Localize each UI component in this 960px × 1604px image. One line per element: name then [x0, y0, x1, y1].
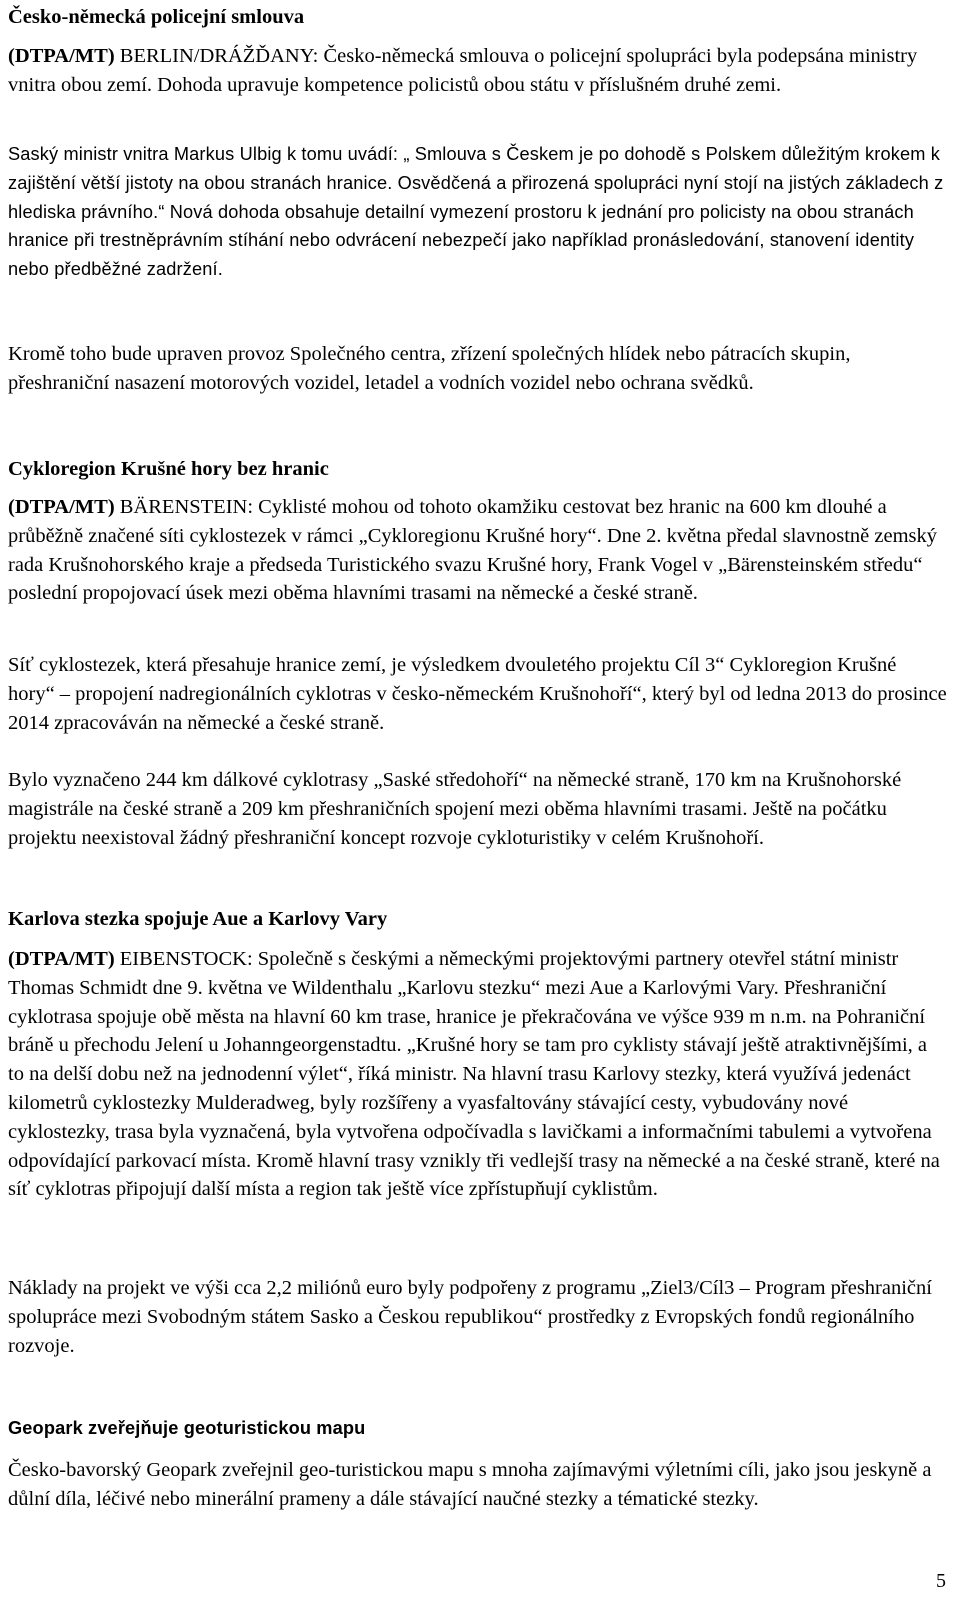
article-paragraph: Kromě toho bude upraven provoz Společného centra, zřízení společných hlídek nebo pátracích skupin, přeshraniční nasazení motorových vozidel, letadel a vodních vozidel nebo ochrana svědků. — [8, 343, 851, 394]
article-title: Karlova stezka spojuje Aue a Karlovy Vary — [8, 908, 388, 930]
article-paragraph: Síť cyklostezek, která přesahuje hranice zemí, je výsledkem dvouletého projektu Cíl 3“ Cykloregion Krušné hory“ – propojení nadregionálních cyklotras v česko-německém Krušnohoří“, který byl od ledna 2013 do prosince 2014 zpracováván na německé a české straně. — [8, 654, 947, 734]
article-lead: (DTPA/MT) — [8, 496, 115, 518]
article-title: Geopark zveřejňuje geoturistickou mapu — [8, 1418, 366, 1438]
article-paragraph — [8, 493, 948, 608]
article-lead: (DTPA/MT) — [8, 45, 115, 67]
article-lead: (DTPA/MT) — [8, 948, 115, 970]
article-paragraph — [8, 42, 948, 100]
paragraph-text: BÄRENSTEIN: Cyklisté mohou od tohoto okamžiku cestovat bez hranic na 600 km dlouhé a průběžně značené síti cyklostezek v rámci „Cykloregionu Krušné hory“. Dne 2. května předal slavnostně zemský rada Krušnohorského kraje a předseda Turistického svazu Krušné hory, Frank Vogel v „Bärensteinském středu“ poslední propojovací úsek mezi oběma hlavními trasami na německé a české straně. — [8, 496, 938, 605]
article-title: Cykloregion Krušné hory bez hranic — [8, 458, 329, 480]
page-number: 5 — [936, 1570, 946, 1592]
paragraph-text: EIBENSTOCK: Společně s českými a německými projektovými partnery otevřel státní ministr Thomas Schmidt dne 9. května ve Wildenthalu „Karlovu stezku“ mezi Aue a Karlovými Vary. Přeshraniční cyklotrasa spojuje obě města na hlavní 60 km trase, hranice je překračována ve výšce 939 m n.m. na Pohraniční bráně u přechodu Jelení u Johanngeorgenstadtu. „Krušné hory se tam pro cyklisty stávají ještě atraktivnějšími, a to na delší dobu než na jednodenní výlet“, říká ministr. Na hlavní trasu Karlovy stezky, která využívá jedenáct kilometrů cyklostezky Mulderadweg, byly rozšířeny a vyasfaltovány stávající cesty, vybudovány nové cyklostezky, trasa byla vyznačená, byla vytvořena odpočívadla s lavičkami a informačními tabulemi a vytvořena odpovídající parkovací místa. Kromě hlavní trasy vznikly tři vedlejší trasy na německé a na české straně, které na síť cyklotras připojují další místa a region tak ještě více zpřístupňují cyklistům. — [8, 948, 940, 1201]
article-paragraph: Bylo vyznačeno 244 km dálkové cyklotrasy „Saské středohoří“ na německé straně, 170 km na Krušnohorské magistrále na české straně a 209 km přeshraničních spojení mezi oběma hlavními trasami. Ještě na počátku projektu neexistoval žádný přeshraniční koncept rozvoje cykloturistiky v celém Krušnohoří. — [8, 769, 902, 849]
article-paragraph — [8, 945, 948, 1204]
article-paragraph-quote: Saský ministr vnitra Markus Ulbig k tomu uvádí: „ Smlouva s Českem je po dohodě s Polskem důležitým krokem k zajištění větší jistoty na obou stranách hranice. Osvědčená a přirozená spolupráci nyní stojí na jistých základech z hlediska právního.“ Nová dohoda obsahuje detailní vymezení prostoru k jednání pro policisty na obou stranách hranice při trestněprávním stíhání nebo odvrácení nebezpečí jako například pronásledování, stanovení identity nebo předběžné zadržení. — [8, 144, 944, 280]
article-paragraph: Česko-bavorský Geopark zveřejnil geo-turistickou mapu s mnoha zajímavými výletními cíli, jako jsou jeskyně a důlní díla, léčivé nebo minerální prameny a dále stávající naučné stezky a tématické stezky. — [8, 1459, 932, 1510]
paragraph-text: BERLIN/DRÁŽĎANY: Česko-německá smlouva o policejní spolupráci byla podepsána ministry vnitra obou zemí. Dohoda upravuje kompetence policistů obou státu v příslušném druhé zemi. — [8, 45, 918, 96]
article-title: Česko-německá policejní smlouva — [8, 6, 305, 28]
article-paragraph: Náklady na projekt ve výši cca 2,2 miliónů euro byly podpořeny z programu „Ziel3/Cíl3 – Program přeshraniční spolupráce mezi Svobodným státem Sasko a Českou republikou“ prostředky z Evropských fondů regionálního rozvoje. — [8, 1277, 932, 1357]
